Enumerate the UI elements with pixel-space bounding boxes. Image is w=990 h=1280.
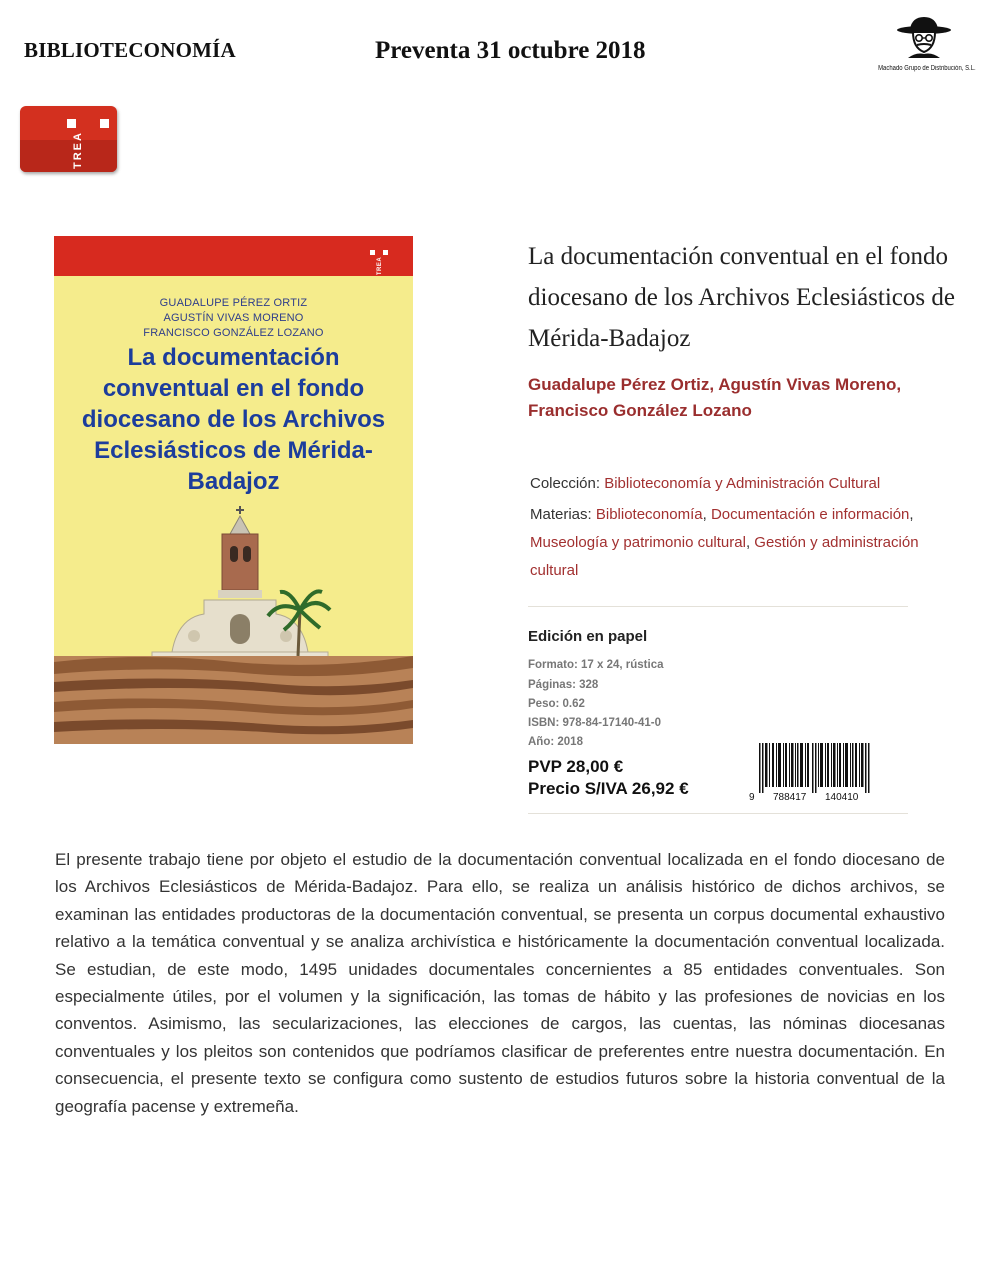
subject-link[interactable]: Documentación e información: [710, 506, 910, 523]
book-authors: Guadalupe Pérez Ortiz, Agustín Vivas Moreno, Francisco González Lozano: [528, 375, 902, 420]
price-pvp: PVP 28,00 €: [528, 757, 624, 776]
spec-year: Año: 2018: [528, 736, 583, 748]
publisher-logo: [20, 106, 117, 172]
spec-isbn: ISBN: 978-84-17140-41-0: [528, 717, 661, 729]
presale-date: Preventa 31 octubre 2018: [375, 37, 646, 64]
hat-man-icon: [894, 14, 954, 60]
cover-title: La documentación conventual en el fondo diocesano de los Archivos Eclesiásticos de Mérida-Badajoz: [81, 344, 386, 495]
barcode-icon: [747, 743, 880, 793]
subjects-row: Materias: Biblioteconomía, Documentación e información, Museología y patrimonio cultural, Gestión y administración cultural: [530, 506, 919, 579]
barcode-digits-left: 788417: [773, 792, 807, 803]
cover-authors: [54, 296, 413, 341]
divider: [528, 813, 908, 814]
barcode-digits-right: 140410: [825, 792, 859, 803]
spec-pages: Páginas: 328: [528, 679, 599, 691]
cover-illustration: [54, 506, 413, 744]
edition-heading: Edición en papel: [528, 628, 648, 645]
book-title: La documentación conventual en el fondo diocesano de los Archivos Eclesiásticos de Mérida-Badajoz: [528, 243, 955, 352]
cover-author: AGUSTÍN VIVAS MORENO: [163, 312, 304, 324]
collection-link[interactable]: Biblioteconomía y Administración Cultural: [604, 475, 881, 492]
book-description: El presente trabajo tiene por objeto el estudio de la documentación conventual localizada en el fondo diocesano de los Archivos Eclesiásticos de Mérida-Badajoz. Para ello, se realiza un análisis histórico de dichos archivos, se examinan las entidades productoras de la documentación conventual, se presenta un corpus documental exhaustivo relativo a la temática conventual y se analiza archivística e históricamente la documentación conventual localizada. Se estudian, de este modo, 1495 unidades documentales concernientes a 85 entidades conventuales. Son especialmente útiles, por el volumen y la significación, las tomas de hábito y las profesiones de novicias en los conventos. Asimismo, las secularizaciones, las elecciones de cargos, las cuentas, las nóminas diocesanas conventuales y los pleitos son contenidos que podríamos clasificar de preferentes entre nuestra documentación. En consecuencia, el presente texto se configura como sustento de estudios futuros sobre la historia conventual de la geografía pacense y extremeña.: [55, 850, 945, 1116]
spec-weight: Peso: 0.62: [528, 698, 585, 710]
subject-link[interactable]: Biblioteconomía: [595, 506, 703, 523]
price-no-vat: Precio S/IVA 26,92 €: [528, 779, 689, 798]
category-heading: BIBLIOTECONOMÍA: [24, 38, 236, 62]
cover-publisher-mark: TREA: [377, 256, 383, 276]
distributor-logo: [870, 14, 978, 72]
subjects-label: Materias:: [530, 506, 592, 523]
divider: [528, 606, 908, 607]
cover-author: FRANCISCO GONZÁLEZ LOZANO: [143, 327, 324, 339]
collection-label: Colección:: [530, 475, 601, 492]
cover-author: GUADALUPE PÉREZ ORTIZ: [159, 297, 308, 309]
subject-link[interactable]: Museología y patrimonio cultural: [530, 534, 746, 551]
book-cover: [54, 236, 413, 744]
isbn-barcode: [747, 743, 880, 804]
distributor-name: Machado Grupo de Distribución, S.L.: [878, 65, 976, 72]
subject-link[interactable]: Gestión y administración cultural: [530, 534, 919, 579]
cover-header-band: [54, 236, 413, 276]
collection-row: [530, 474, 940, 494]
publisher-logo-text: TREA: [72, 131, 84, 169]
spec-format: Formato: 17 x 24, rústica: [528, 659, 664, 671]
barcode-digit: 9: [749, 792, 755, 803]
